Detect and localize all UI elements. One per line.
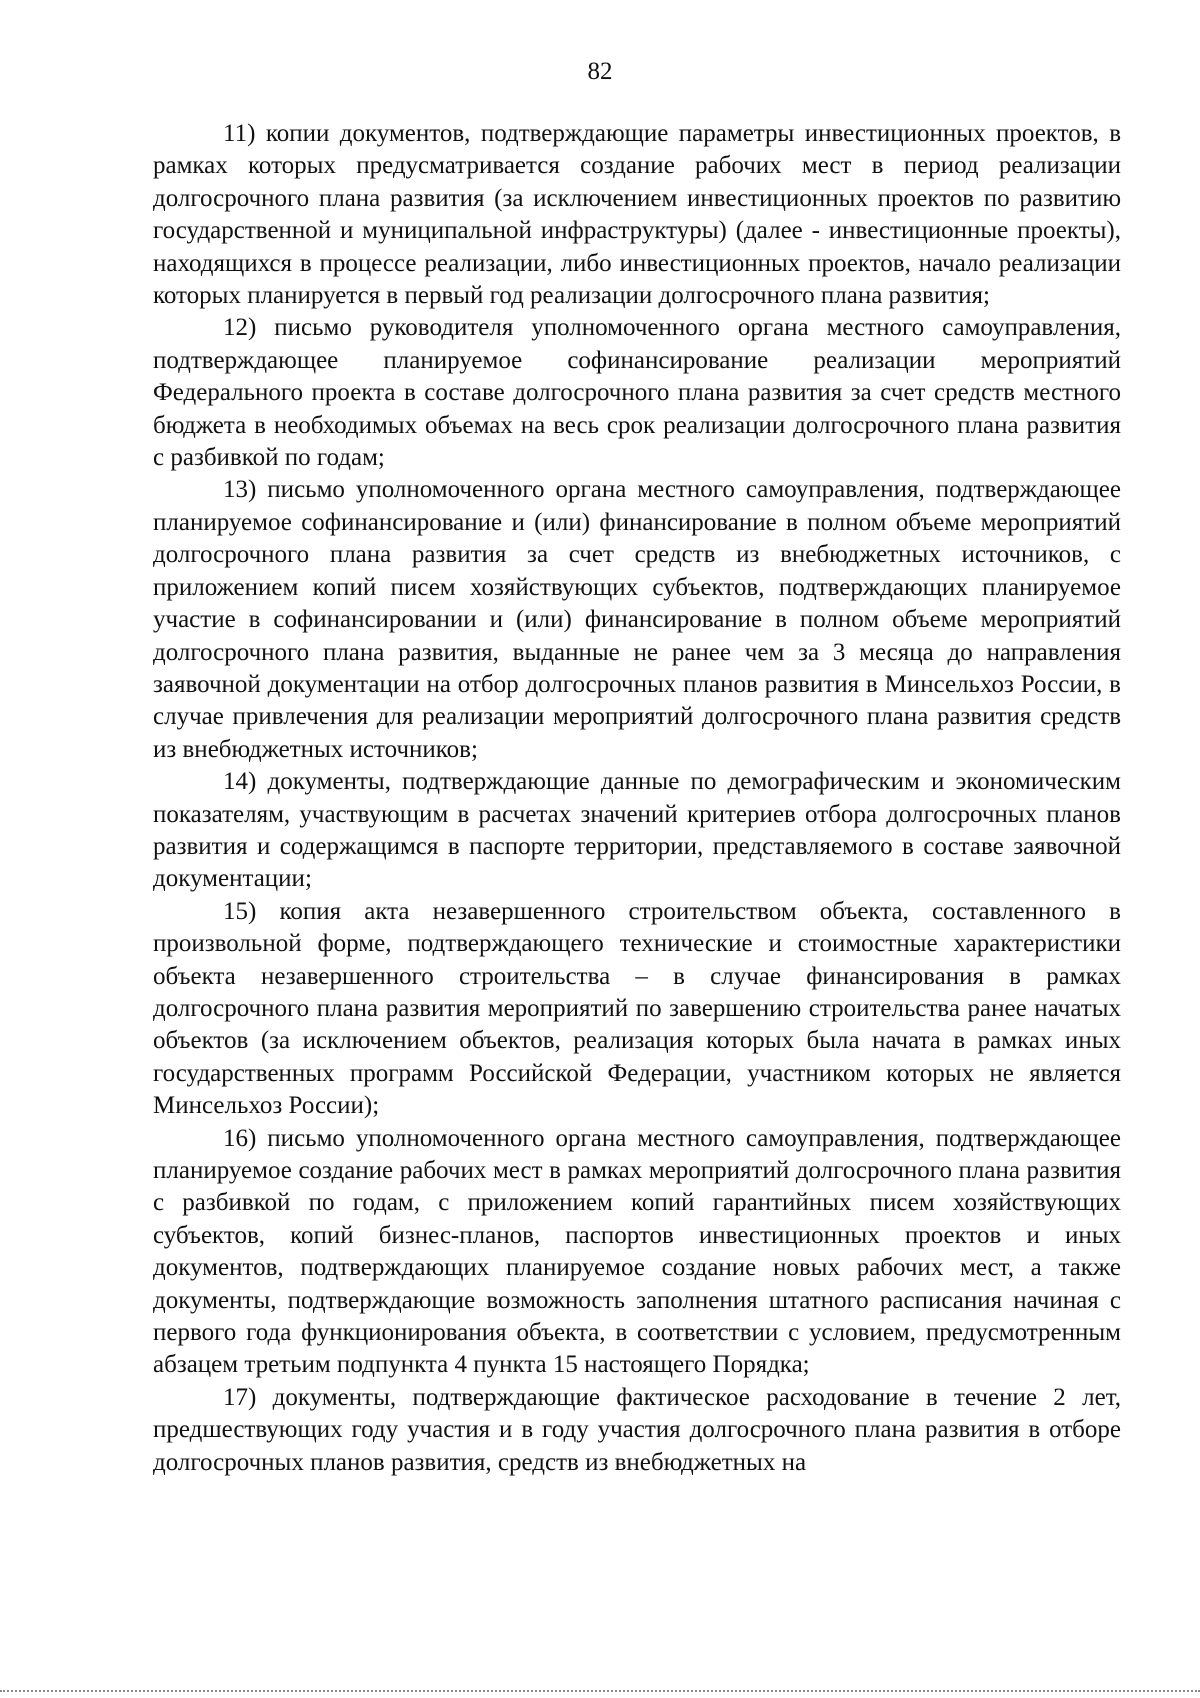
- item-number: 14): [223, 768, 257, 796]
- paragraph-item-15: [153, 896, 1121, 1123]
- item-text: письмо уполномоченного органа местного самоуправления, подтверждающее планируемое создание рабочих мест в рамках мероприятий долгосрочного плана развития с разбивкой по годам, с приложением копий гарантийных писем хозяйствующих субъектов, копий бизнес-планов, паспортов инвестиционных проектов и иных документов, подтверждающих планируемое создание новых рабочих мест, а также документы, подтверждающие возможность заполнения штатного расписания начиная с первого года функционирования объекта, в соответствии с условием, предусмотренным абзацем третьим подпункта 4 пункта 15 настоящего Порядка;: [153, 1124, 1121, 1379]
- paragraph-item-12: [153, 312, 1121, 474]
- item-text: письмо уполномоченного органа местного самоуправления, подтверждающее планируемое софинансирование и (или) финансирование в полном объеме мероприятий долгосрочного плана развития за счет средств из внебюджетных источников, с приложением копий писем хозяйствующих субъектов, подтверждающих планируемое участие в софинансировании и (или) финансирование в полном объеме мероприятий долгосрочного плана развития, выданные не ранее чем за 3 месяца до направления заявочной документации на отбор долгосрочных планов развития в Минсельхоз России, в случае привлечения для реализации мероприятий долгосрочного плана развития средств из внебюджетных источников;: [153, 476, 1121, 763]
- scan-edge-divider: [0, 1690, 1200, 1692]
- item-number: 17): [223, 1383, 257, 1411]
- item-text: копия акта незавершенного строительством объекта, составленного в произвольной форме, подтверждающего технические и стоимостные характеристики объекта незавершенного строительства – в случае финансирования в рамках долгосрочного плана развития мероприятий по завершению строительства ранее начатых объектов (за исключением объектов, реализация которых была начата в рамках иных государственных программ Российской Федерации, участником которых не является Минсельхоз России);: [153, 897, 1121, 1120]
- item-text: документы, подтверждающие данные по демографическим и экономическим показателям, участвующим в расчетах значений критериев отбора долгосрочных планов развития и содержащимся в паспорте территории, представляемого в составе заявочной документации;: [153, 768, 1121, 893]
- paragraph-item-14: [153, 766, 1121, 896]
- paragraph-item-16: [153, 1123, 1121, 1382]
- item-text: документы, подтверждающие фактическое расходование в течение 2 лет, предшествующих году участия и в году участия долгосрочного плана развития в отборе долгосрочных планов развития, средств из внебюджетных на: [153, 1383, 1121, 1476]
- document-body: [153, 118, 1121, 1479]
- page-number: 82: [587, 58, 613, 85]
- item-number: 16): [223, 1124, 257, 1152]
- item-text: письмо руководителя уполномоченного органа местного самоуправления, подтверждающее планируемое софинансирование реализации мероприятий Федерального проекта в составе долгосрочного плана развития за счет средств местного бюджета в необходимых объемах на весь срок реализации долгосрочного плана развития с разбивкой по годам;: [153, 314, 1121, 472]
- paragraph-item-11: [153, 118, 1121, 312]
- paragraph-item-13: [153, 474, 1121, 766]
- item-number: 15): [223, 897, 257, 925]
- item-number: 12): [223, 314, 257, 342]
- item-number: 11): [223, 120, 256, 147]
- paragraph-item-17: [153, 1382, 1121, 1479]
- item-number: 13): [223, 476, 257, 504]
- item-text: копии документов, подтверждающие параметры инвестиционных проектов, в рамках которых предусматривается создание рабочих мест в период реализации долгосрочного плана развития (за исключением инвестиционных проектов по развитию государственной и муниципальной инфраструктуры) (далее - инвестиционные проекты), находящихся в процессе реализации, либо инвестиционных проектов, начало реализации которых планируется в первый год реализации долгосрочного плана развития;: [153, 120, 1121, 310]
